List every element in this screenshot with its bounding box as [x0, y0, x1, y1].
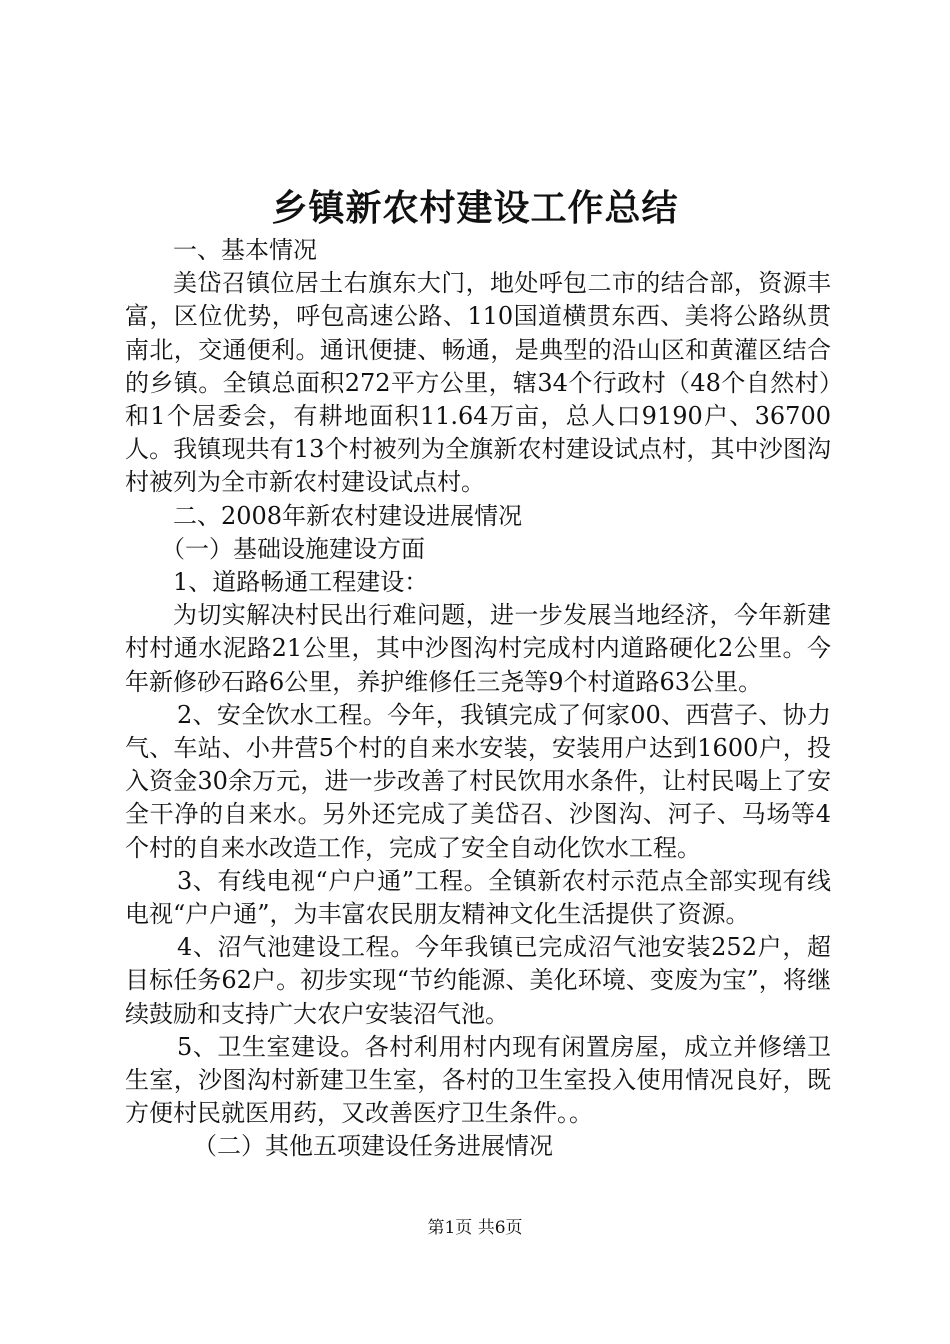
subsection-heading-other-tasks: （二）其他五项建设任务进展情况: [193, 1132, 553, 1161]
section-heading-basic: 一、基本情况: [173, 236, 317, 264]
paragraph-roads: 为切实解决村民出行难问题，进一步发展当地经济，今年新建村村通水泥路21公里，其中沙图沟村完成村内道路硬化2公里。今年新修砂石路6公里，养护维修任三尧等9个村道路63公里。: [125, 601, 831, 696]
document-title: 乡镇新农村建设工作总结: [271, 187, 679, 229]
paragraph-water: 2、安全饮水工程。今年，我镇完成了何家00、西营子、协力气、车站、小井营5个村的自来水安装，安装用户达到1600户，投入资金30余万元，进一步改善了村民饮用水条件，让村民喝上了安全干净的自来水。另外还完成了美岱召、沙图沟、河子、马场等4个村的自来水改造工作，完成了安全自动化饮水工程。: [125, 700, 831, 862]
section-heading-progress: 二、2008年新农村建设进展情况: [173, 501, 523, 530]
item-heading-roads: 1、道路畅通工程建设：: [173, 568, 429, 597]
paragraph-overview: 美岱召镇位居土右旗东大门，地处呼包二市的结合部，资源丰富，区位优势，呼包高速公路、110国道横贯东西、美将公路纵贯南北，交通便利。通讯便捷、畅通，是典型的沿山区和黄灌区结合的乡镇。全镇总面积272平方公里，辖34个行政村（48个自然村）和1个居委会，有耕地面积11.64万亩，总人口9190户、36700人。我镇现共有13个村被列为全旗新农村建设试点村，其中沙图沟村被列为全市新农村建设试点村。: [125, 269, 831, 497]
subsection-heading-infrastructure: （一）基础设施建设方面: [161, 534, 425, 563]
paragraph-biogas: 4、沼气池建设工程。今年我镇已完成沼气池安装252户，超目标任务62户。初步实现“节约能源、美化环境、变废为宝”，将继续鼓励和支持广大农户安装沼气池。: [125, 933, 831, 1028]
paragraph-cable-tv: 3、有线电视“户户通”工程。全镇新农村示范点全部实现有线电视“户户通”，为丰富农民朋友精神文化生活提供了资源。: [125, 866, 831, 929]
paragraph-clinics: 5、卫生室建设。各村利用村内现有闲置房屋，成立并修缮卫生室，沙图沟村新建卫生室，各村的卫生室投入使用情况良好，既方便村民就医用药，又改善医疗卫生条件。。: [125, 1032, 831, 1128]
document-body: [125, 234, 831, 1164]
page-number-footer: 第1页 共6页: [427, 1218, 523, 1238]
